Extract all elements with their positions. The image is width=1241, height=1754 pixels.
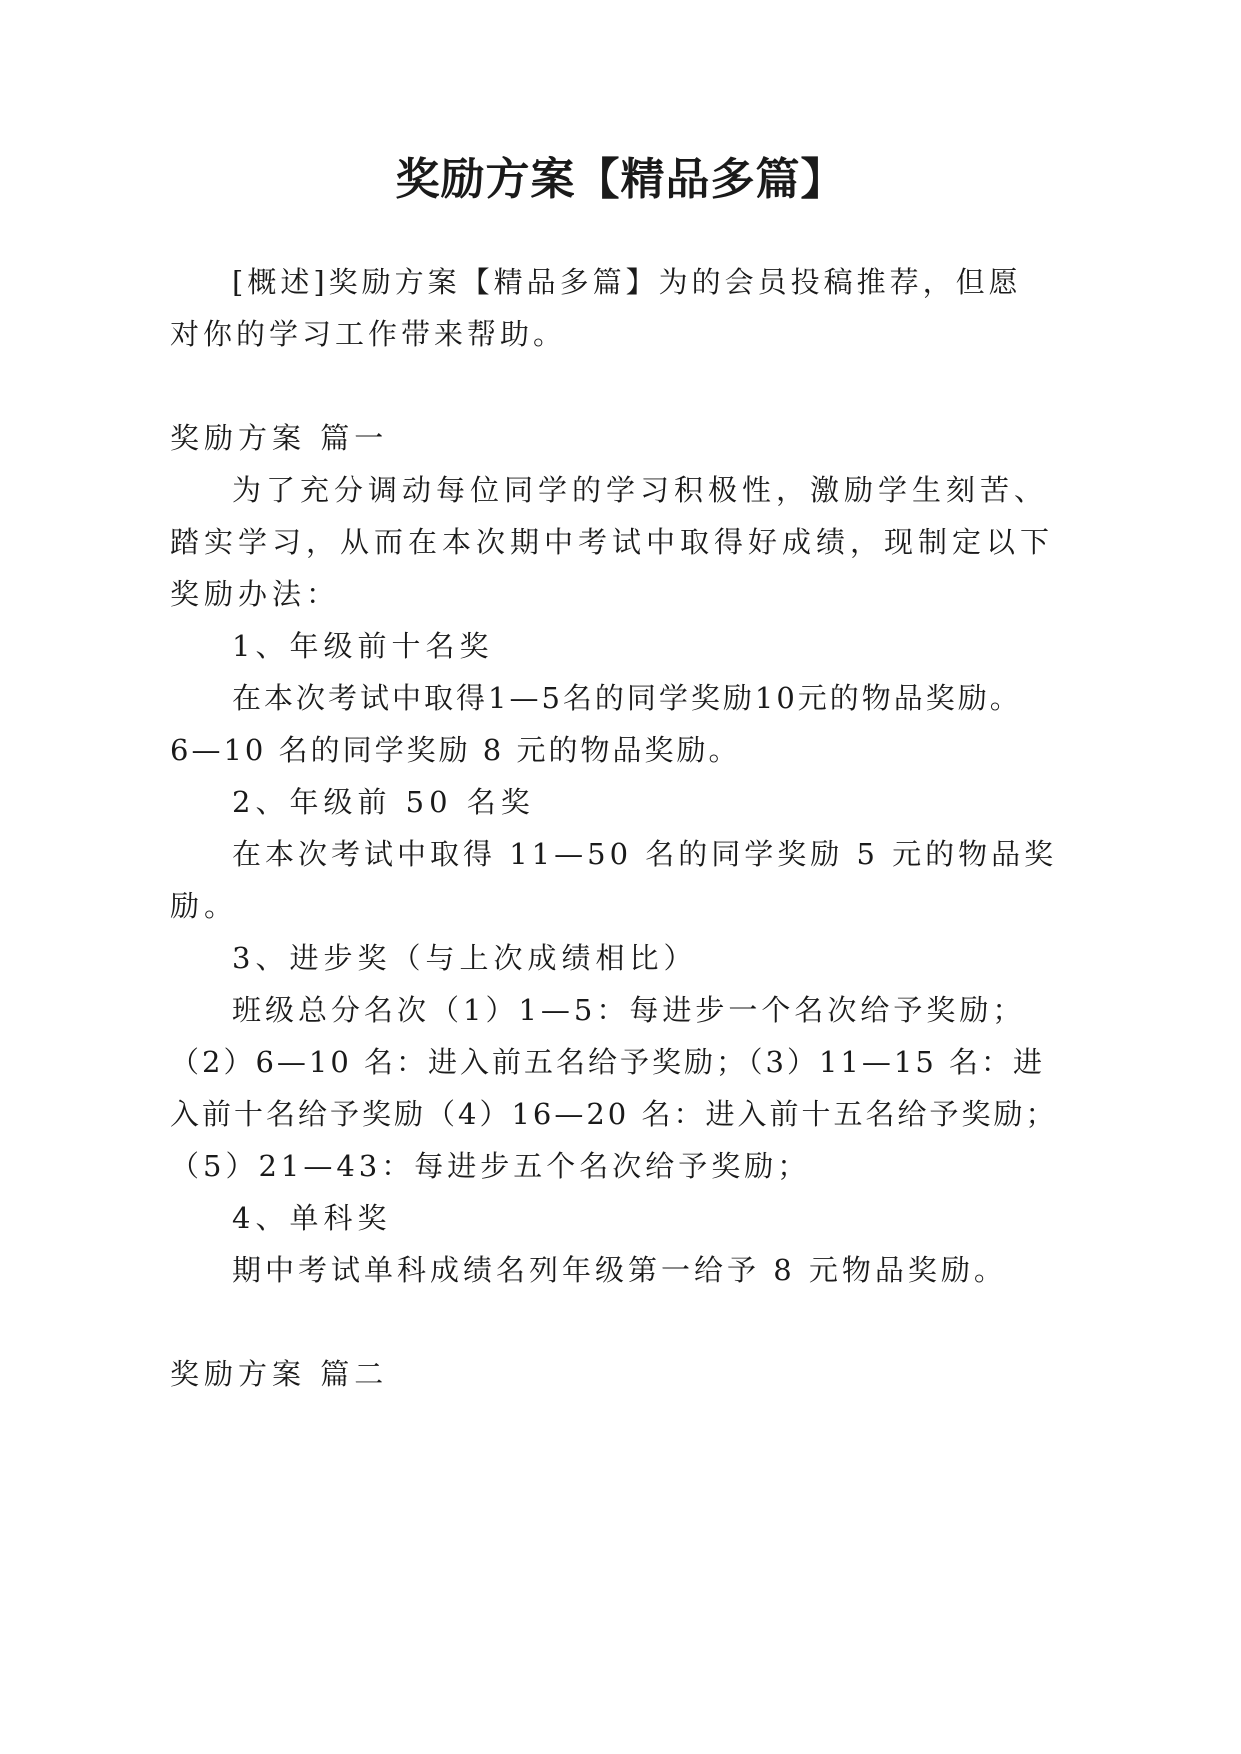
- item-4-line-1: 期中考试单科成绩名列年级第一给予 8 元物品奖励。: [232, 1253, 1007, 1287]
- item-1-title: 1、年级前十名奖: [232, 629, 494, 663]
- item-3-line-4: （5）21—43：每进步五个名次给予奖励；: [170, 1149, 811, 1183]
- item-3-line-3: 入前十名给予奖励（4）16—20 名：进入前十五名给予奖励；: [170, 1097, 1058, 1131]
- section-1-heading: 奖励方案 篇一: [170, 421, 389, 455]
- item-4-title: 4、单科奖: [232, 1201, 392, 1235]
- item-1-line-1: 在本次考试中取得1—5名的同学奖励10元的物品奖励。: [232, 681, 1022, 715]
- item-1-line-2: 6—10 名的同学奖励 8 元的物品奖励。: [170, 733, 741, 767]
- item-2-title: 2、年级前 50 名奖: [232, 785, 535, 819]
- item-2-line-1: 在本次考试中取得 11—50 名的同学奖励 5 元的物品奖: [232, 837, 1058, 871]
- item-3-title: 3、进步奖（与上次成绩相比）: [232, 941, 698, 975]
- document-title: 奖励方案【精品多篇】: [395, 154, 846, 205]
- section-1-intro-line-3: 奖励办法：: [170, 577, 341, 611]
- abstract-line-1: [概述]奖励方案【精品多篇】为的会员投稿推荐，但愿: [232, 265, 1022, 299]
- section-1-intro-line-2: 踏实学习，从而在本次期中考试中取得好成绩，现制定以下: [170, 525, 1055, 559]
- section-1-intro-line-1: 为了充分调动每位同学的学习积极性，激励学生刻苦、: [232, 473, 1049, 507]
- abstract-line-2: 对你的学习工作带来帮助。: [170, 317, 567, 351]
- item-2-line-2: 励。: [170, 889, 239, 923]
- item-3-line-2: （2）6—10 名：进入前五名给予奖励；（3）11—15 名：进: [170, 1045, 1045, 1079]
- section-2-heading: 奖励方案 篇二: [170, 1357, 389, 1391]
- item-3-line-1: 班级总分名次（1）1—5：每进步一个名次给予奖励；: [232, 993, 1026, 1027]
